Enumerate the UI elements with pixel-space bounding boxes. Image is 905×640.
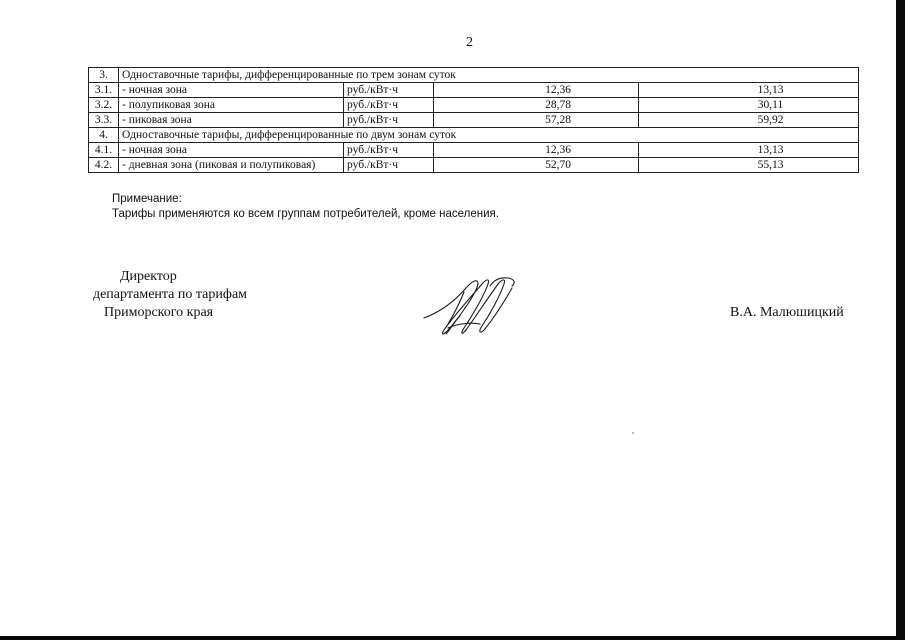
- tariff-name: - ночная зона: [119, 83, 344, 98]
- note-heading: Примечание:: [112, 193, 182, 205]
- signatory-title: [80, 268, 260, 322]
- signatory-name: В.А. Малюшицкий: [730, 305, 844, 320]
- tariff-unit: руб./кВт·ч: [344, 98, 434, 113]
- tariff-name: - полупиковая зона: [119, 98, 344, 113]
- tariff-value-2: 55,13: [639, 158, 859, 173]
- table-row: [89, 143, 859, 158]
- tariff-value-2: 13,13: [639, 83, 859, 98]
- table-row-section-4: [89, 128, 859, 143]
- row-number: 3.2.: [89, 98, 119, 113]
- table-row: [89, 158, 859, 173]
- row-number: 3.3.: [89, 113, 119, 128]
- tariff-value-1: 12,36: [434, 143, 639, 158]
- scan-speck: [632, 432, 634, 434]
- tariff-unit: руб./кВт·ч: [344, 143, 434, 158]
- table-row: [89, 98, 859, 113]
- row-number: 4.: [89, 128, 119, 143]
- tariff-value-2: 59,92: [639, 113, 859, 128]
- tariff-unit: руб./кВт·ч: [344, 83, 434, 98]
- note-text: Тарифы применяются ко всем группам потребителей, кроме населения.: [112, 208, 499, 220]
- row-number: 3.: [89, 68, 119, 83]
- tariff-value-1: 28,78: [434, 98, 639, 113]
- signatory-title-line: Приморского края: [104, 305, 214, 320]
- tariff-name: - дневная зона (пиковая и полупиковая): [119, 158, 344, 173]
- tariff-value-1: 57,28: [434, 113, 639, 128]
- tariff-name: - ночная зона: [119, 143, 344, 158]
- row-number: 4.2.: [89, 158, 119, 173]
- section-title: Одноставочные тарифы, дифференцированные по двум зонам суток: [119, 128, 859, 143]
- tariff-unit: руб./кВт·ч: [344, 158, 434, 173]
- scan-edge-bottom: [0, 636, 905, 640]
- tariff-value-2: 13,13: [639, 143, 859, 158]
- tariff-value-2: 30,11: [639, 98, 859, 113]
- row-number: 4.1.: [89, 143, 119, 158]
- tariff-value-1: 12,36: [434, 83, 639, 98]
- tariff-unit: руб./кВт·ч: [344, 113, 434, 128]
- note-block: [112, 192, 499, 222]
- section-title: Одноставочные тарифы, дифференцированные по трем зонам суток: [119, 68, 859, 83]
- scan-edge-right: [896, 0, 905, 640]
- tariff-value-1: 52,70: [434, 158, 639, 173]
- signatory-title-line: Директор: [120, 269, 177, 284]
- tariff-name: - пиковая зона: [119, 113, 344, 128]
- row-number: 3.1.: [89, 83, 119, 98]
- table-row-section-3: [89, 68, 859, 83]
- tariff-table: [88, 67, 859, 173]
- page-number: 2: [466, 35, 473, 50]
- handwritten-signature: [420, 272, 530, 340]
- table-row: [89, 113, 859, 128]
- table-row: [89, 83, 859, 98]
- signatory-title-line: департамента по тарифам: [92, 287, 248, 302]
